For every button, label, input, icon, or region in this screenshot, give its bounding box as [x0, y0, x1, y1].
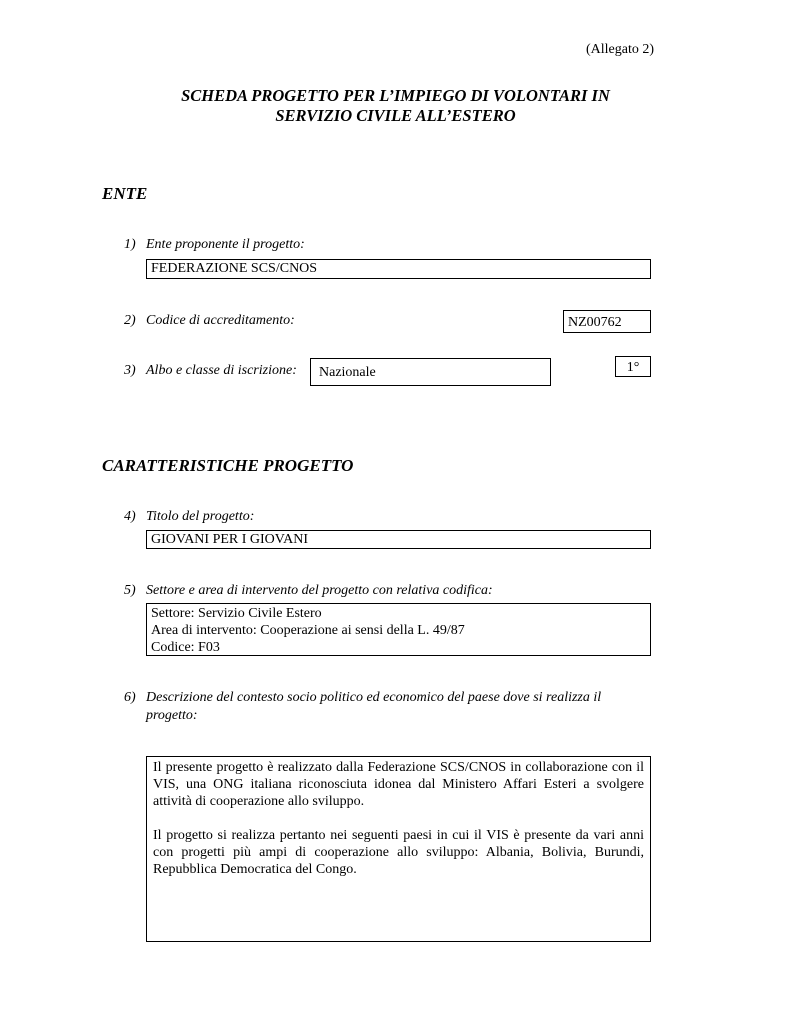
question-6-number: 6) [124, 690, 136, 705]
section-title-caratteristiche: CARATTERISTICHE PROGETTO [102, 456, 354, 475]
question-3-number: 3) [124, 363, 136, 378]
question-2-label: Codice di accreditamento: [146, 313, 295, 328]
title-line-1: SCHEDA PROGETTO PER L’IMPIEGO DI VOLONTARI IN [181, 86, 610, 105]
albo-field: Nazionale [310, 358, 551, 386]
codice-line: Codice: F03 [151, 640, 220, 655]
question-5 [124, 583, 493, 599]
question-6 [124, 689, 601, 725]
area-intervento-line: Area di intervento: Cooperazione ai sensi della L. 49/87 [151, 623, 465, 638]
ente-proponente-field: FEDERAZIONE SCS/CNOS [146, 259, 651, 279]
question-5-label: Settore e area di intervento del progetto con relativa codifica: [146, 583, 493, 598]
settore-area-field [146, 603, 651, 656]
descrizione-paragraph-2: Il progetto si realizza pertanto nei seguenti paesi in cui il VIS è presente da vari anni con progetti più ampi di cooperazione allo sviluppo: Albania, Bolivia, Burundi, Repubblica Democratica del Congo. [153, 828, 644, 877]
section-title-ente: ENTE [102, 184, 148, 203]
question-2 [124, 313, 295, 329]
question-6-label-line-2: progetto: [146, 708, 198, 723]
question-1 [124, 237, 305, 253]
settore-line: Settore: Servizio Civile Estero [151, 606, 322, 621]
question-1-number: 1) [124, 237, 136, 252]
question-2-number: 2) [124, 313, 136, 328]
title-line-2: SERVIZIO CIVILE ALL’ESTERO [275, 106, 516, 125]
question-1-label: Ente proponente il progetto: [146, 237, 305, 252]
question-6-label-line-1: Descrizione del contesto socio politico ed economico del paese dove si realizza il [146, 690, 602, 705]
question-3 [124, 363, 297, 379]
descrizione-paragraph-1: Il presente progetto è realizzato dalla Federazione SCS/CNOS in collaborazione con il VIS, una ONG italiana riconosciuta idonea dal Ministero Affari Esteri a svolgere attività di cooperazione allo sviluppo. [153, 760, 644, 809]
question-4 [124, 509, 254, 525]
allegato-label: (Allegato 2) [585, 42, 654, 57]
titolo-progetto-field: GIOVANI PER I GIOVANI [146, 530, 651, 549]
question-5-number: 5) [124, 583, 136, 598]
descrizione-contesto-field [146, 756, 651, 942]
question-4-number: 4) [124, 509, 136, 524]
question-4-label: Titolo del progetto: [146, 509, 255, 524]
classe-field: 1° [615, 356, 651, 377]
question-3-label: Albo e classe di iscrizione: [146, 363, 297, 378]
document-title [0, 86, 791, 126]
codice-accreditamento-field: NZ00762 [563, 310, 651, 333]
